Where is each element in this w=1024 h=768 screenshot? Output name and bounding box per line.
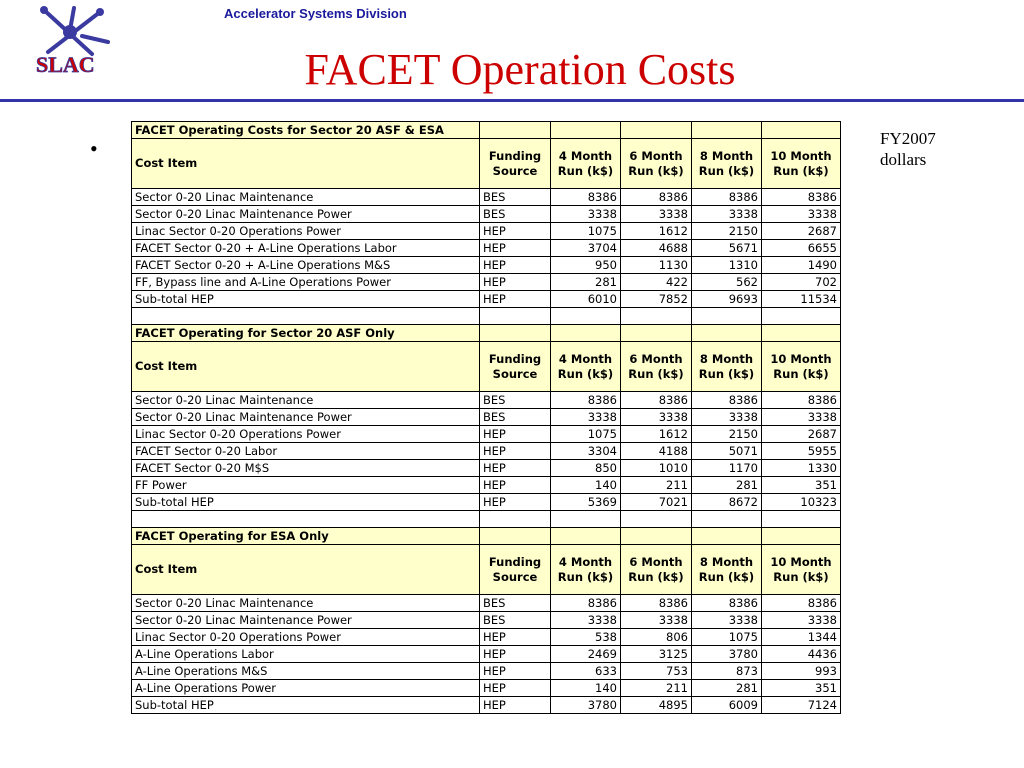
cost-value-cell: 5671	[692, 240, 762, 257]
table-row	[132, 477, 841, 494]
cost-value-cell: 8386	[551, 189, 621, 206]
division-name: Accelerator Systems Division	[224, 6, 407, 21]
header-m4: 4 Month Run (k$)	[551, 139, 621, 189]
header-m6: 6 Month Run (k$)	[621, 545, 692, 595]
cost-item-cell: FACET Sector 0-20 M$S	[132, 460, 480, 477]
cost-value-cell: 5071	[692, 443, 762, 460]
cost-item-cell: A-Line Operations Power	[132, 680, 480, 697]
table-row	[132, 646, 841, 663]
table-row	[132, 409, 841, 426]
cost-value-cell: 1010	[621, 460, 692, 477]
cost-value-cell: 422	[621, 274, 692, 291]
cost-value-cell: 6009	[692, 697, 762, 714]
empty-cell	[621, 122, 692, 139]
cost-value-cell: 1130	[621, 257, 692, 274]
header-cost-item: Cost Item	[132, 342, 480, 392]
empty-cell	[480, 325, 551, 342]
cost-item-cell: Sector 0-20 Linac Maintenance Power	[132, 409, 480, 426]
table-row	[132, 240, 841, 257]
cost-value-cell: 3338	[692, 206, 762, 223]
cost-value-cell: 8386	[762, 189, 841, 206]
section-title: FACET Operating Costs for Sector 20 ASF & ESA	[132, 122, 480, 139]
cost-value-cell: 702	[762, 274, 841, 291]
empty-cell	[480, 308, 551, 325]
table-row	[132, 257, 841, 274]
cost-item-cell: Sector 0-20 Linac Maintenance Power	[132, 206, 480, 223]
empty-cell	[692, 511, 762, 528]
cost-value-cell: 3338	[621, 409, 692, 426]
cost-value-cell: 3338	[762, 206, 841, 223]
section-title: FACET Operating for Sector 20 ASF Only	[132, 325, 480, 342]
funding-source-cell: BES	[480, 612, 551, 629]
cost-value-cell: 281	[692, 680, 762, 697]
table-row	[132, 189, 841, 206]
empty-cell	[692, 325, 762, 342]
table-row	[132, 426, 841, 443]
section-title-row	[132, 528, 841, 545]
cost-value-cell: 4188	[621, 443, 692, 460]
cost-value-cell: 4436	[762, 646, 841, 663]
cost-value-cell: 6655	[762, 240, 841, 257]
empty-cell	[692, 528, 762, 545]
empty-cell	[692, 308, 762, 325]
cost-item-cell: Linac Sector 0-20 Operations Power	[132, 223, 480, 240]
cost-value-cell: 351	[762, 477, 841, 494]
currency-note	[880, 128, 936, 170]
cost-value-cell: 211	[621, 680, 692, 697]
empty-cell	[621, 325, 692, 342]
empty-cell	[551, 511, 621, 528]
funding-source-cell: BES	[480, 409, 551, 426]
header-m8: 8 Month Run (k$)	[692, 342, 762, 392]
cost-value-cell: 8672	[692, 494, 762, 511]
cost-value-cell: 1310	[692, 257, 762, 274]
cost-value-cell: 1170	[692, 460, 762, 477]
header-m6: 6 Month Run (k$)	[621, 139, 692, 189]
funding-source-cell: HEP	[480, 494, 551, 511]
funding-source-cell: HEP	[480, 663, 551, 680]
cost-value-cell: 562	[692, 274, 762, 291]
header-funding: Funding Source	[480, 139, 551, 189]
column-header-row	[132, 139, 841, 189]
funding-source-cell: BES	[480, 206, 551, 223]
empty-cell	[132, 308, 480, 325]
page-title: FACET Operation Costs	[304, 45, 736, 94]
cost-item-cell: A-Line Operations Labor	[132, 646, 480, 663]
cost-value-cell: 3338	[762, 612, 841, 629]
empty-cell	[480, 122, 551, 139]
table-row	[132, 697, 841, 714]
cost-value-cell: 1330	[762, 460, 841, 477]
header-cost-item: Cost Item	[132, 545, 480, 595]
cost-item-cell: Sector 0-20 Linac Maintenance	[132, 189, 480, 206]
cost-item-cell: Linac Sector 0-20 Operations Power	[132, 426, 480, 443]
cost-value-cell: 2150	[692, 223, 762, 240]
cost-value-cell: 950	[551, 257, 621, 274]
cost-value-cell: 3780	[551, 697, 621, 714]
empty-cell	[551, 308, 621, 325]
cost-value-cell: 993	[762, 663, 841, 680]
cost-value-cell: 7852	[621, 291, 692, 308]
cost-value-cell: 6010	[551, 291, 621, 308]
empty-cell	[621, 511, 692, 528]
table-row	[132, 206, 841, 223]
cost-value-cell: 1075	[551, 426, 621, 443]
funding-source-cell: BES	[480, 189, 551, 206]
cost-value-cell: 3338	[692, 409, 762, 426]
header-m6: 6 Month Run (k$)	[621, 342, 692, 392]
table-row	[132, 443, 841, 460]
empty-cell	[132, 511, 480, 528]
section-title: FACET Operating for ESA Only	[132, 528, 480, 545]
header-funding: Funding Source	[480, 342, 551, 392]
cost-value-cell: 2687	[762, 223, 841, 240]
cost-value-cell: 1612	[621, 223, 692, 240]
cost-value-cell: 3338	[762, 409, 841, 426]
cost-value-cell: 3338	[621, 206, 692, 223]
cost-value-cell: 8386	[551, 595, 621, 612]
table-row	[132, 494, 841, 511]
cost-value-cell: 3704	[551, 240, 621, 257]
funding-source-cell: HEP	[480, 257, 551, 274]
cost-value-cell: 3338	[551, 612, 621, 629]
cost-value-cell: 10323	[762, 494, 841, 511]
cost-value-cell: 211	[621, 477, 692, 494]
table-row	[132, 291, 841, 308]
cost-value-cell: 850	[551, 460, 621, 477]
funding-source-cell: HEP	[480, 646, 551, 663]
cost-value-cell: 8386	[621, 595, 692, 612]
cost-value-cell: 8386	[692, 189, 762, 206]
cost-value-cell: 2150	[692, 426, 762, 443]
table-row	[132, 460, 841, 477]
cost-value-cell: 3304	[551, 443, 621, 460]
header-m4: 4 Month Run (k$)	[551, 342, 621, 392]
table-row	[132, 663, 841, 680]
cost-value-cell: 1075	[551, 223, 621, 240]
cost-item-cell: FACET Sector 0-20 Labor	[132, 443, 480, 460]
table-row	[132, 595, 841, 612]
cost-value-cell: 8386	[762, 595, 841, 612]
column-header-row	[132, 342, 841, 392]
cost-value-cell: 538	[551, 629, 621, 646]
table-row	[132, 680, 841, 697]
cost-value-cell: 7021	[621, 494, 692, 511]
cost-value-cell: 3125	[621, 646, 692, 663]
cost-value-cell: 281	[551, 274, 621, 291]
cost-item-cell: FACET Sector 0-20 + A-Line Operations Labor	[132, 240, 480, 257]
svg-text:SLAC: SLAC	[36, 52, 95, 77]
funding-source-cell: HEP	[480, 426, 551, 443]
empty-cell	[762, 325, 841, 342]
section-title-row	[132, 122, 841, 139]
funding-source-cell: HEP	[480, 697, 551, 714]
cost-value-cell: 8386	[551, 392, 621, 409]
cost-value-cell: 4895	[621, 697, 692, 714]
cost-item-cell: Sub-total HEP	[132, 697, 480, 714]
cost-value-cell: 2469	[551, 646, 621, 663]
spacer-row	[132, 308, 841, 325]
table-row	[132, 274, 841, 291]
funding-source-cell: HEP	[480, 680, 551, 697]
cost-value-cell: 140	[551, 680, 621, 697]
empty-cell	[551, 122, 621, 139]
title-divider	[0, 99, 1024, 102]
funding-source-cell: HEP	[480, 240, 551, 257]
cost-value-cell: 3338	[551, 206, 621, 223]
cost-item-cell: FF, Bypass line and A-Line Operations Power	[132, 274, 480, 291]
empty-cell	[762, 528, 841, 545]
table-row	[132, 629, 841, 646]
table-row	[132, 223, 841, 240]
funding-source-cell: BES	[480, 595, 551, 612]
bullet-marker: •	[90, 136, 98, 161]
cost-value-cell: 1344	[762, 629, 841, 646]
cost-item-cell: Sector 0-20 Linac Maintenance Power	[132, 612, 480, 629]
cost-value-cell: 753	[621, 663, 692, 680]
empty-cell	[762, 122, 841, 139]
slac-logo	[30, 2, 116, 86]
spacer-row	[132, 511, 841, 528]
column-header-row	[132, 545, 841, 595]
cost-value-cell: 8386	[762, 392, 841, 409]
funding-source-cell: HEP	[480, 291, 551, 308]
empty-cell	[621, 528, 692, 545]
cost-item-cell: FF Power	[132, 477, 480, 494]
cost-value-cell: 806	[621, 629, 692, 646]
cost-item-cell: Sector 0-20 Linac Maintenance	[132, 392, 480, 409]
cost-value-cell: 1612	[621, 426, 692, 443]
table-row	[132, 392, 841, 409]
cost-value-cell: 2687	[762, 426, 841, 443]
cost-value-cell: 9693	[692, 291, 762, 308]
cost-value-cell: 8386	[621, 189, 692, 206]
cost-value-cell: 1490	[762, 257, 841, 274]
cost-item-cell: Sub-total HEP	[132, 494, 480, 511]
header-m10: 10 Month Run (k$)	[762, 545, 841, 595]
empty-cell	[621, 308, 692, 325]
funding-source-cell: HEP	[480, 223, 551, 240]
empty-cell	[551, 325, 621, 342]
cost-value-cell: 7124	[762, 697, 841, 714]
cost-value-cell: 8386	[692, 595, 762, 612]
cost-value-cell: 11534	[762, 291, 841, 308]
header-funding: Funding Source	[480, 545, 551, 595]
header-m10: 10 Month Run (k$)	[762, 342, 841, 392]
funding-source-cell: BES	[480, 392, 551, 409]
cost-value-cell: 633	[551, 663, 621, 680]
cost-item-cell: Sub-total HEP	[132, 291, 480, 308]
cost-value-cell: 5369	[551, 494, 621, 511]
cost-value-cell: 140	[551, 477, 621, 494]
funding-source-cell: HEP	[480, 443, 551, 460]
cost-item-cell: A-Line Operations M&S	[132, 663, 480, 680]
cost-value-cell: 3338	[692, 612, 762, 629]
cost-table	[131, 121, 841, 714]
note-line-1: FY2007	[880, 129, 936, 148]
cost-value-cell: 4688	[621, 240, 692, 257]
funding-source-cell: HEP	[480, 629, 551, 646]
table-row	[132, 612, 841, 629]
cost-value-cell: 281	[692, 477, 762, 494]
header-m4: 4 Month Run (k$)	[551, 545, 621, 595]
cost-item-cell: Sector 0-20 Linac Maintenance	[132, 595, 480, 612]
funding-source-cell: HEP	[480, 460, 551, 477]
cost-value-cell: 3780	[692, 646, 762, 663]
note-line-2: dollars	[880, 150, 927, 169]
empty-cell	[762, 511, 841, 528]
empty-cell	[692, 122, 762, 139]
cost-value-cell: 351	[762, 680, 841, 697]
empty-cell	[480, 528, 551, 545]
cost-value-cell: 3338	[551, 409, 621, 426]
header-cost-item: Cost Item	[132, 139, 480, 189]
cost-value-cell: 3338	[621, 612, 692, 629]
cost-item-cell: FACET Sector 0-20 + A-Line Operations M&S	[132, 257, 480, 274]
cost-value-cell: 8386	[621, 392, 692, 409]
header-m10: 10 Month Run (k$)	[762, 139, 841, 189]
funding-source-cell: HEP	[480, 274, 551, 291]
empty-cell	[551, 528, 621, 545]
empty-cell	[762, 308, 841, 325]
header-m8: 8 Month Run (k$)	[692, 545, 762, 595]
cost-value-cell: 8386	[692, 392, 762, 409]
section-title-row	[132, 325, 841, 342]
header-m8: 8 Month Run (k$)	[692, 139, 762, 189]
cost-value-cell: 5955	[762, 443, 841, 460]
cost-item-cell: Linac Sector 0-20 Operations Power	[132, 629, 480, 646]
cost-value-cell: 1075	[692, 629, 762, 646]
funding-source-cell: HEP	[480, 477, 551, 494]
empty-cell	[480, 511, 551, 528]
cost-value-cell: 873	[692, 663, 762, 680]
